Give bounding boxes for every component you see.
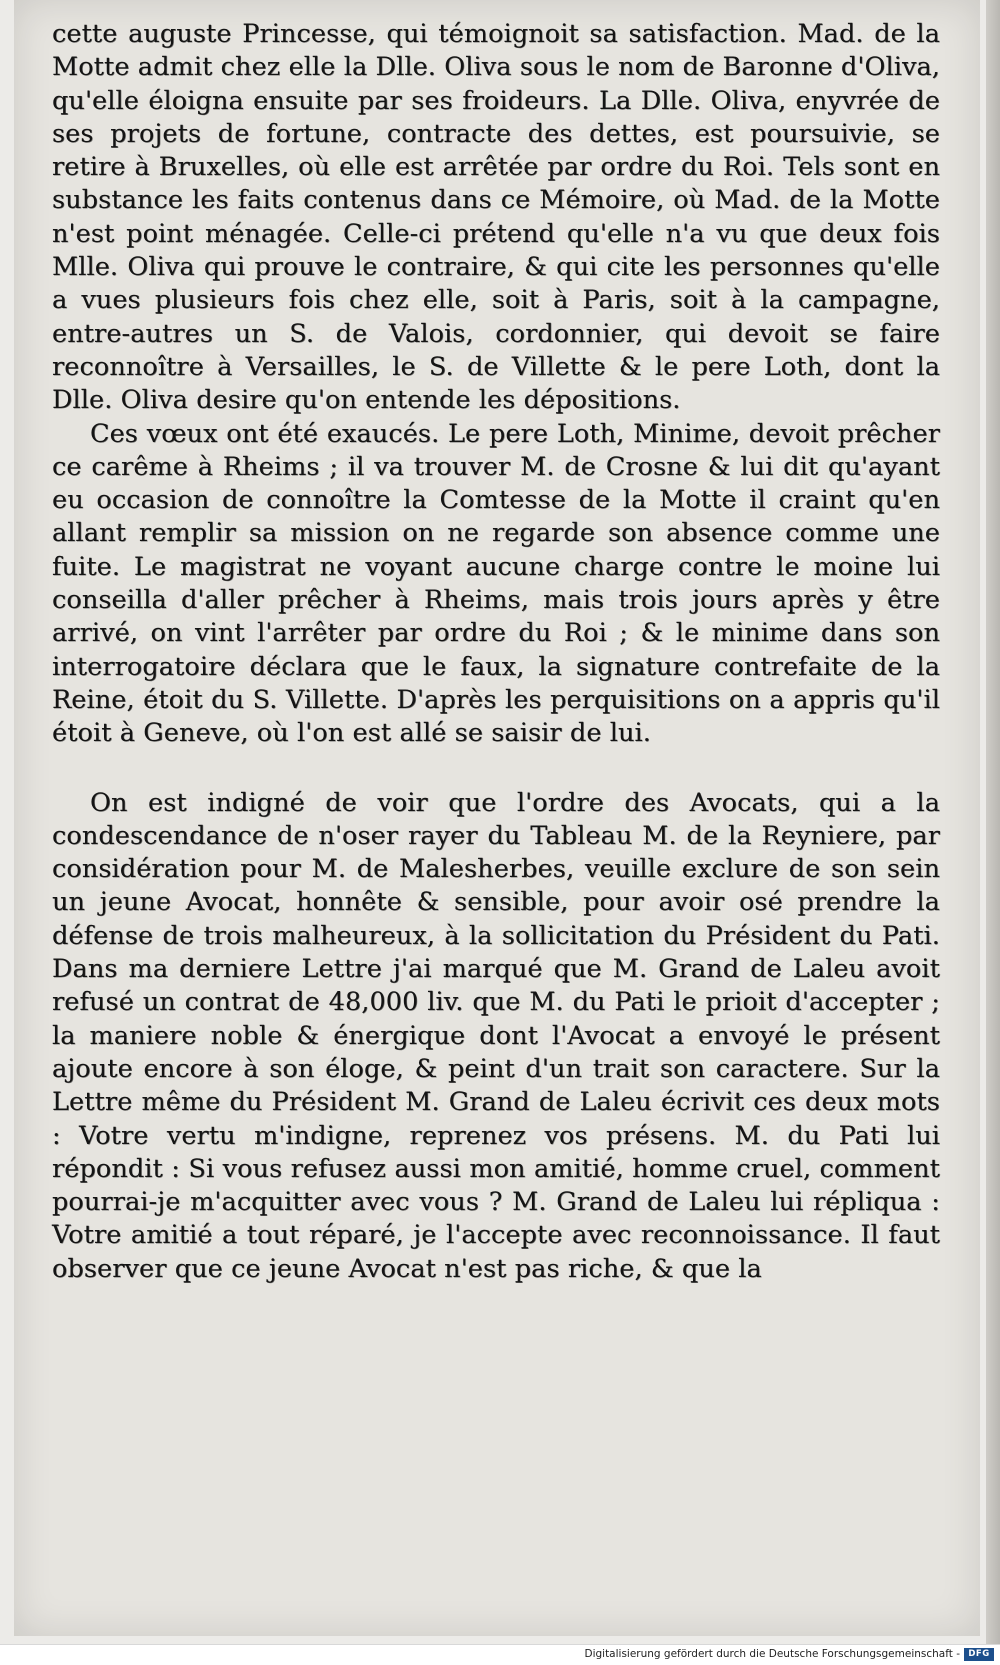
funding-notice: Digitalisierung gefördert durch die Deutsche Forschungsgemeinschaft - [584, 1648, 960, 1660]
page-edge-shadow [986, 0, 1000, 1644]
paragraph-2: Ces vœux ont été exaucés. Le pere Loth, Minime, devoit prêcher ce carême à Rheims ; il va trouver M. de Crosne & lui dit qu'ayant eu occasion de connoître la Comtesse de la Motte il craint qu'en allant remplir sa mission on ne regarde son absence comme une fuite. Le magistrat ne voyant aucune charge contre le moine lui conseilla d'aller prêcher à Rheims, mais trois jours après y être arrivé, on vint l'arrêter par ordre du Roi ; & le minime dans son interrogatoire déclara que le faux, la signature contrefaite de la Reine, étoit du S. Villette. D'après les perquisitions on a appris qu'il étoit à Geneve, où l'on est allé se saisir de lui. [52, 418, 940, 749]
paragraph-gap [52, 751, 940, 787]
paragraph-1: cette auguste Princesse, qui témoignoit sa satisfaction. Mad. de la Motte admit chez elle la Dlle. Oliva sous le nom de Baronne d'Oliva, qu'elle éloigna ensuite par ses froideurs. La Dlle. Oliva, enyvrée de ses projets de fortune, contracte des dettes, est poursuivie, se retire à Bruxelles, où elle est arrêtée par ordre du Roi. Tels sont en substance les faits contenus dans ce Mémoire, où Mad. de la Motte n'est point ménagée. Celle-ci prétend qu'elle n'a vu que deux fois Mlle. Oliva qui prouve le contraire, & qui cite les personnes qu'elle a vues plusieurs fois chez elle, soit à Paris, soit à la campagne, entre-autres un S. de Valois, cordonnier, qui devoit se faire reconnoître à Versailles, le S. de Villette & le pere Loth, dont la Dlle. Oliva desire qu'on entende les dépositions. [52, 19, 940, 416]
footer-bar [0, 1644, 1000, 1665]
dfg-logo-icon: DFG [964, 1648, 994, 1661]
body-text [52, 18, 940, 1286]
paragraph-3: On est indigné de voir que l'ordre des Avocats, qui a la condescendance de n'oser rayer du Tableau M. de la Reyniere, par considération pour M. de Malesherbes, veuille exclure de son sein un jeune Avocat, honnête & sensible, pour avoir osé prendre la défense de trois malheureux, à la sollicitation du Président du Pati. Dans ma derniere Lettre j'ai marqué que M. Grand de Laleu avoit refusé un contrat de 48,000 liv. que M. du Pati le prioit d'accepter ; la maniere noble & énergique dont l'Avocat a envoyé le présent ajoute encore à son éloge, & peint d'un trait son caractere. Sur la Lettre même du Président M. Grand de Laleu écrivit ces deux mots : Votre vertu m'indigne, reprenez vos présens. M. du Pati lui répondit : Si vous refusez aussi mon amitié, homme cruel, comment pourrai-je m'acquitter avec vous ? M. Grand de Laleu lui répliqua : Votre amitié a tout réparé, je l'accepte avec reconnoissance. Il faut observer que ce jeune Avocat n'est pas riche, & que la [52, 787, 940, 1284]
